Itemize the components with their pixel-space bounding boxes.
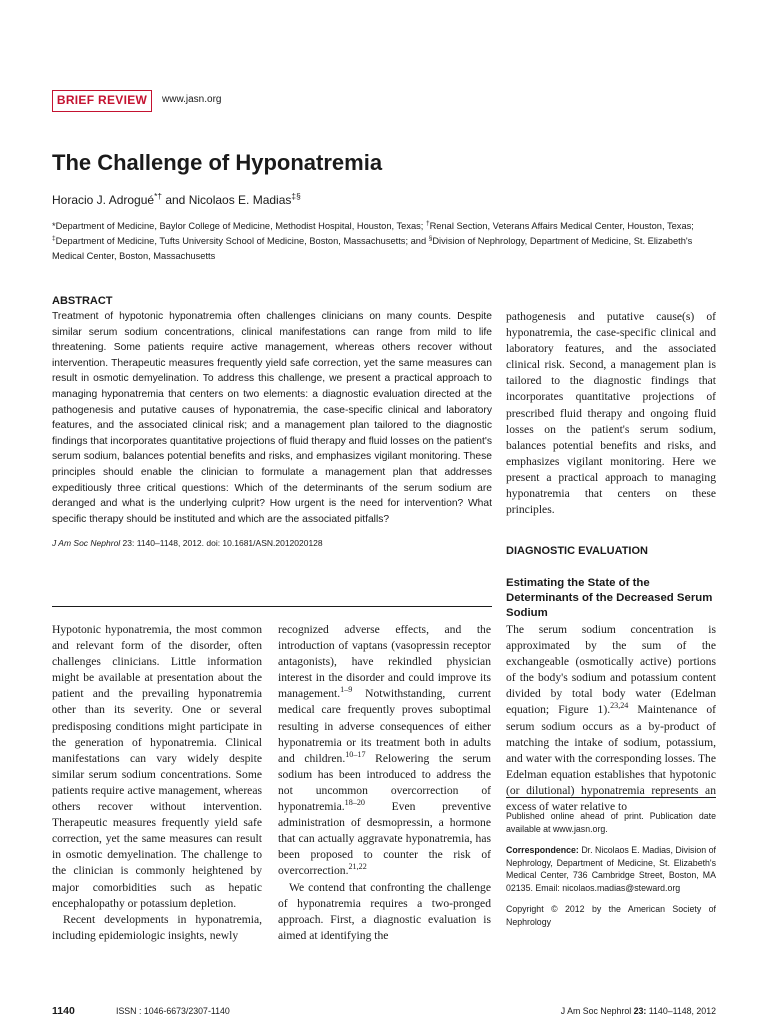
correspondence-note bbox=[506, 844, 716, 894]
body-paragraph: We contend that confronting the challenge of hyponatremia requires a two-pronged approach. First, a diagnostic evaluation is aimed at identifying the bbox=[278, 880, 491, 942]
affiliation-veterans: Renal Section, Veterans Affairs Medical Center, Houston, Texas; bbox=[429, 221, 694, 231]
abstract-heading: ABSTRACT bbox=[52, 295, 113, 307]
author-madias: Nicolaos E. Madias bbox=[188, 193, 292, 207]
journal-website-link[interactable]: www.jasn.org bbox=[162, 94, 222, 105]
copyright-note: Copyright © 2012 by the American Society of Nephrology bbox=[506, 904, 716, 927]
body-column-1 bbox=[52, 622, 262, 944]
section-heading-diagnostic-evaluation: DIAGNOSTIC EVALUATION bbox=[506, 545, 648, 557]
reference-marker[interactable]: 10–17 bbox=[345, 749, 366, 759]
publication-note: Published online ahead of print. Publication date available at www.jasn.org. bbox=[506, 811, 716, 834]
author-conjunction: and bbox=[161, 193, 189, 207]
abstract-citation bbox=[52, 538, 492, 548]
citation-journal: J Am Soc Nephrol bbox=[52, 538, 121, 549]
author-list bbox=[52, 193, 301, 207]
page-number: 1140 bbox=[52, 1005, 75, 1017]
affiliation-baylor: *Department of Medicine, Baylor College of Medicine, Methodist Hospital, Houston, Texas; bbox=[52, 221, 426, 231]
body-paragraph: Recent developments in hyponatremia, including epidemiologic insights, newly bbox=[52, 912, 262, 942]
body-column-2 bbox=[278, 622, 491, 944]
affiliation-mark-section: § bbox=[428, 234, 433, 242]
body-text: Relowering the serum sodium has been introduced to address the not uncommon overcorrection of hyponatremia. bbox=[278, 751, 491, 814]
body-paragraph bbox=[278, 622, 491, 880]
body-text: Even preventive administration of desmopressin, a hormone that can actually aggravate hyponatremia, has been proposed to counter the risk of overcorrection. bbox=[278, 800, 491, 878]
author-adrogue-affiliation-marks: *† bbox=[154, 191, 162, 201]
affiliation-st-elizabeth: Division of Nephrology, Department of Medicine, St. Elizabeth's Medical Center, Boston, Massachusetts bbox=[52, 236, 693, 261]
reference-marker[interactable]: 18–20 bbox=[344, 798, 365, 808]
footer-journal-citation bbox=[561, 1006, 716, 1016]
footer-journal-name: J Am Soc Nephrol bbox=[560, 1006, 634, 1016]
article-notes bbox=[506, 797, 716, 937]
body-text: Maintenance of serum sodium occurs as a by-product of matching the intake of sodium, potassium, and water with the corresponding losses. The Edelman equation establishes that hypotonic (or dilutional) hyponatremia represents an excess of water relative to bbox=[506, 703, 716, 814]
affiliation-mark-double-dagger: ‡ bbox=[52, 234, 56, 242]
reference-marker[interactable]: 1–9 bbox=[340, 685, 353, 695]
body-text: The serum sodium concentration is approximated by the sum of the exchangeable (osmotically active) portions of the body's sodium and potassium content divided by total body water (Edelman equation; Figure 1). bbox=[506, 623, 716, 717]
body-paragraph: pathogenesis and putative cause(s) of hyponatremia, the case-specific clinical and laboratory features, and the associated clinical risk. Second, a management plan is tailored to the diagnostic findings that incorporates quantitative projections of prescribed fluid therapy and ongoing fluid losses on the patient's serum sodium, balances potential benefits and risks, and emphasizes vigilant monitoring. Here we present a practical approach to managing hyponatremia that centers on these principles. bbox=[506, 310, 716, 517]
body-text: Notwithstanding, current medical care frequently proves suboptimal resulting in adverse consequences of either hyponatremia or its treatment both in adults and children. bbox=[278, 687, 491, 765]
correspondence-label: Correspondence: bbox=[506, 845, 579, 855]
brief-review-badge: BRIEF REVIEW bbox=[52, 90, 152, 112]
body-column-3-bottom bbox=[506, 622, 716, 815]
author-adrogue: Horacio J. Adrogué bbox=[52, 193, 155, 207]
article-title: The Challenge of Hyponatremia bbox=[52, 150, 383, 175]
citation-details: 23: 1140–1148, 2012. doi: 10.1681/ASN.2012020128 bbox=[120, 538, 323, 549]
footer-pages: 1140–1148, 2012 bbox=[646, 1006, 716, 1016]
affiliation-mark-dagger: † bbox=[425, 219, 430, 227]
correspondence-text: Dr. Nicolaos E. Madias, Division of Nephrology, Department of Medicine, St. Elizabeth's Medical Center, 736 Cambridge Street, Boston, MA 02135. Email: nicolaos.madias@steward.org bbox=[506, 845, 716, 893]
reference-marker[interactable]: 23,24 bbox=[610, 701, 629, 711]
affiliation-tufts: Department of Medicine, Tufts University School of Medicine, Boston, Massachusetts; and bbox=[55, 236, 429, 246]
body-paragraph: Hypotonic hyponatremia, the most common and relevant form of the disorder, often challenges clinicians. Little information might be available at presentation about the patient and the prevailing hyponatremia other than its severity. One or several predisposing conditions might participate in the generation of hyponatremia. Clinical manifestations can vary widely despite similar serum sodium concentrations. Some patients require active management, whereas others recover without intervention. Therapeutic measures frequently yield safe correction, yet the same measures can result in osmotic demyelination. The challenge to the clinician is commonly heightened by major comorbidities such as hepatic encephalopathy or potassium depletion. bbox=[52, 623, 262, 910]
issn: ISSN : 1046-6673/2307-1140 bbox=[116, 1006, 230, 1016]
reference-marker[interactable]: 21,22 bbox=[348, 862, 367, 872]
body-paragraph bbox=[506, 622, 716, 815]
subsection-heading: Estimating the State of the Determinants of the Decreased Serum Sodium bbox=[506, 577, 713, 619]
body-column-3-top bbox=[506, 309, 716, 518]
author-madias-affiliation-marks: ‡§ bbox=[291, 191, 301, 201]
abstract-divider bbox=[52, 606, 492, 607]
footer-volume: 23: bbox=[633, 1006, 647, 1016]
abstract-text: Treatment of hypotonic hyponatremia often challenges clinicians on many counts. Despite similar serum sodium concentrations, clinical manifestations can range from mild to life threatening. Some patients require active management, whereas others recover without intervention. Therapeutic measures frequently yield safe correction, yet the same measures can result in osmotic demyelination. To address this challenge, we present a practical approach to managing hyponatremia that centers on two elements: a diagnostic evaluation directed at the pathogenesis and putative causes of hyponatremia, the case-specific clinical and laboratory features, and the associated clinical risk; and a management plan tailored to the diagnostic findings that incorporates quantitative projections of fluid therapy and fluid losses on the patient's serum sodium, balances potential benefits and risks, and emphasizes vigilant monitoring. These principles should enable the clinician to formulate a management plan that addresses expeditiously three critical questions: Which of the determinants of the serum sodium are deranged and what is the underlying culprit? How urgent is the need for intervention? What specific therapy should be instituted and which are the associated pitfalls? bbox=[52, 311, 492, 525]
abstract-section bbox=[52, 294, 492, 548]
affiliations bbox=[52, 219, 722, 264]
body-text: recognized adverse effects, and the introduction of vaptans (vasopressin receptor antagonists), have rekindled physician interest in the disorder and could improve its management. bbox=[278, 623, 491, 701]
